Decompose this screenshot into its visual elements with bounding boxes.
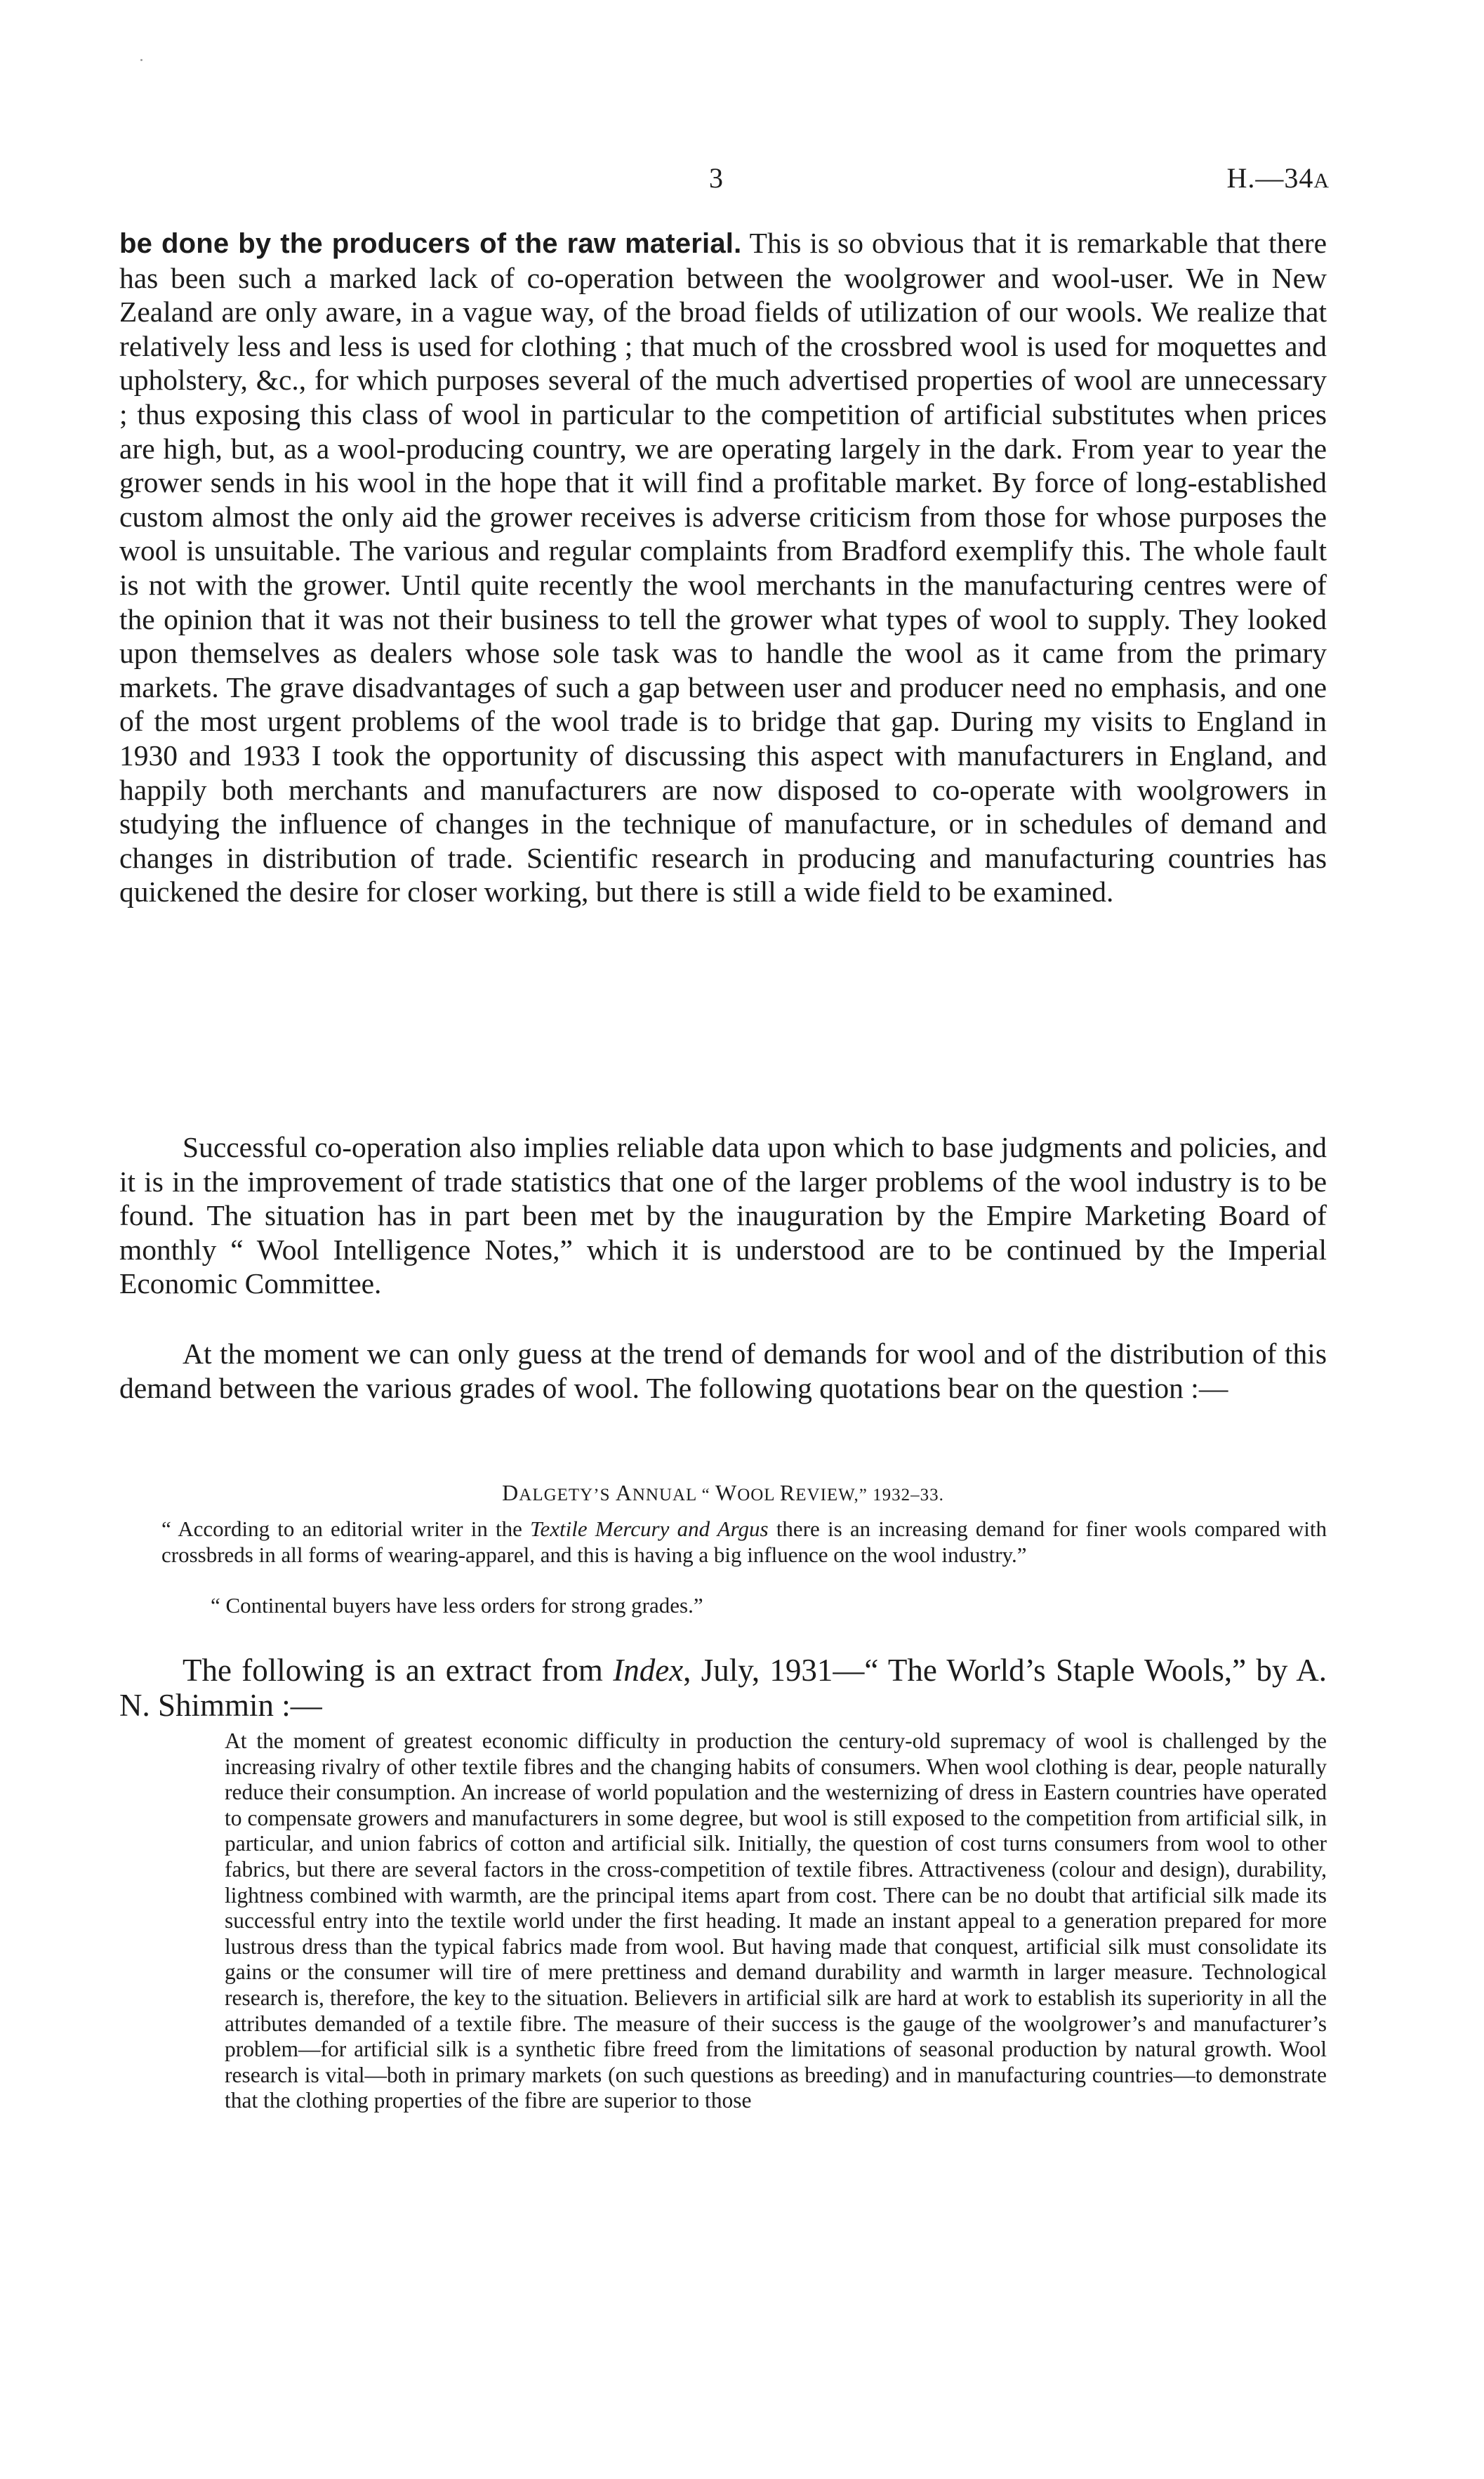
document-reference [1226,161,1330,194]
publication-title: Textile Mercury and Argus [530,1516,769,1541]
page-number: 3 [709,162,723,194]
review-heading: DALGETY’S ANNUAL “ WOOL REVIEW,” 1932–33. [502,1480,944,1505]
paragraph-text: This is so obvious that it is remarkable that there has been such a marked lack of co-operation between the woolgrower and wool-user. We in New Zealand are only aware, in a vague way, of the broad fields of utilization of our wools. We realize that relatively less and less is used for clothing ; that much of the crossbred wool is used for moquettes and upholstery, &c., for which purposes several of the much advertised properties of wool are unnecessary ; thus exposing this class of wool in particular to the competition of artificial substitutes when prices are high, but, as a wool-producing country, we are operating largely in the dark. From year to year the grower sends in his wool in the hope that it will find a profitable market. By force of long-established custom almost the only aid the grower receives is adverse criticism from those for whose purposes the wool is unsuitable. The various and regular complaints from Bradford exemplify this. The whole fault is not with the grower. Until quite recently the wool merchants in the manufacturing centres were of the opinion that it was not their business to tell the grower what types of wool to supply. They looked upon themselves as dealers whose sole task was to handle the wool as it came from the primary markets. The grave disadvantages of such a gap between user and producer need no emphasis, and one of the most urgent problems of the wool trade is to bridge that gap. During my visits to England in 1930 and 1933 I took the opportunity of discussing this aspect with manufacturers in England, and happily both merchants and manufacturers are now disposed to co-operate with woolgrowers in studying the influence of changes in the technique of manufacture, or in schedules of demand and changes in distribution of trade. Scientific research in producing and manufacturing countries has quickened the desire for closer working, but there is still a wide field to be examined. [119,227,1327,908]
doc-ref-prefix: H.—34 [1226,162,1314,194]
extract-introduction: The following is an extract from Index, July, 1931—“ The World’s Staple Wools,” by A. N. Shimmin :— [119,1653,1327,1723]
paragraph-demand-trend: At the moment we can only guess at the trend of demands for wool and of the distribution of this demand between the various grades of wool. The following quotations bear on the question :— [119,1337,1327,1404]
doc-ref-suffix: A [1313,169,1330,192]
paragraph-cooperation: Successful co-operation also implies reliable data upon which to base judgments and policies, and it is in the improvement of trade statistics that one of the larger problems of the wool industry is to be found. The situation has in part been met by the inauguration by the Empire Marketing Board of monthly “ Wool Intelligence Notes,” which it is understood are to be continued by the Imperial Economic Committee. [119,1131,1327,1300]
extract-quotation [225,1728,1327,2114]
extract-text: At the moment of greatest economic difficulty in production the century-old supremacy of wool is challenged by the increasing rivalry of other textile fibres and the changing habits of consumers. When wool clothing is dear, people naturally reduce their consumption. An increase of world population and the westernizing of dress in Eastern countries have operated to compensate growers and manufacturers in some degree, but wool is still exposed to the competition from artificial silk, in particular, and union fabrics of cotton and artificial silk. Initially, the question of cost turns consumers from wool to other fabrics, but there are several factors in the cross-competition of textile fibres. Attractiveness (colour and design), durability, lightness combined with warmth, are the principal items apart from cost. There can be no doubt that artificial silk made its successful entry into the textile world under the first heading. It made an instant appeal to a generation prepared for more lustrous dress than the typical fabrics made from wool. But having made that conquest, artificial silk must consolidate its gains or the consumer will tire of mere prettiness and demand durability and warmth in larger measure. Technological research is, therefore, the key to the situation. Believers in artificial silk are hard at work to establish its superiority in all the attributes demanded of a textile fibre. The measure of their success is the gauge of the woolgrower’s and manufacturer’s problem—for artificial silk is a synthetic fibre freed from the limitations of seasonal production by natural growth. Wool research is vital—both in primary markets (on such questions as breeding) and in manufacturing countries—to demonstrate that the clothing properties of the fibre are superior to those [225,1728,1327,2113]
publication-title: Index [613,1653,684,1688]
bold-lead-sentence: be done by the producers of the raw material. [119,228,742,259]
paragraph-continuation [119,226,1327,909]
scan-speck [140,59,143,61]
quote-editorial: “ According to an editorial writer in the Textile Mercury and Argus there is an increasing demand for finer wools compared with crossbreds in all forms of wearing-apparel, and this is having a big influence on the wool industry.” [161,1516,1327,1567]
quote-continental-buyers: “ Continental buyers have less orders for strong grades.” [211,1593,703,1618]
